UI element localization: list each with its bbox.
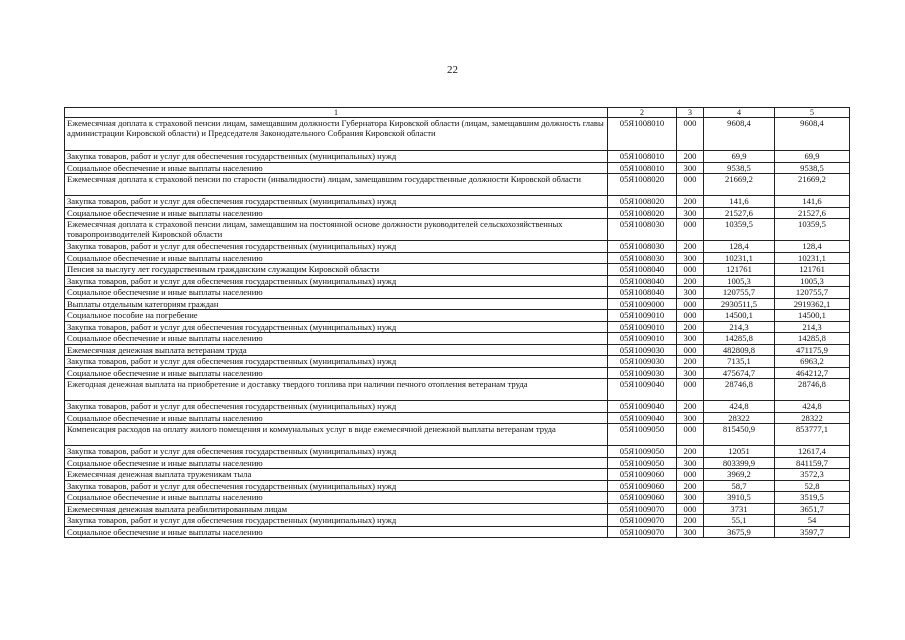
row-type-cell: 200 [677,241,704,253]
row-code-cell: 05Я1009030 [608,356,677,368]
row-name-cell: Закупка товаров, работ и услуг для обеспечения государственных (муниципальных) нужд [65,356,608,368]
table-row [65,321,850,333]
row-type-cell: 200 [677,151,704,163]
row-code-cell: 05Я1009060 [608,469,677,481]
row-code-cell: 05Я1009070 [608,503,677,515]
row-value-2024-cell: 3910,5 [704,492,775,504]
row-type-cell: 000 [677,264,704,276]
row-name-cell: Социальное обеспечение и иные выплаты населению [65,252,608,264]
row-value-2024-cell: 21527,6 [704,207,775,219]
row-type-cell: 200 [677,515,704,527]
row-value-2025-cell: 21527,6 [775,207,850,219]
row-value-2024-cell: 69,9 [704,151,775,163]
row-name-cell: Ежемесячная денежная выплата ветеранам труда [65,344,608,356]
table-row [65,219,850,241]
row-code-cell: 05Я1009050 [608,446,677,458]
row-type-cell: 000 [677,118,704,151]
table-row [65,264,850,276]
row-code-cell: 05Я1009050 [608,424,677,446]
row-value-2024-cell: 21669,2 [704,174,775,196]
table-row [65,241,850,253]
row-name-cell: Закупка товаров, работ и услуг для обеспечения государственных (муниципальных) нужд [65,480,608,492]
table-row [65,503,850,515]
row-type-cell: 000 [677,310,704,322]
row-type-cell: 200 [677,401,704,413]
row-value-2024-cell: 121761 [704,264,775,276]
header-col-1: 1 [65,108,608,118]
table-row [65,515,850,527]
header-col-3: 3 [677,108,704,118]
row-value-2024-cell: 55,1 [704,515,775,527]
table-row [65,412,850,424]
header-col-4: 4 [704,108,775,118]
table-row [65,275,850,287]
row-code-cell: 05Я1009070 [608,526,677,538]
row-code-cell: 05Я1009030 [608,367,677,379]
row-value-2025-cell: 14285,8 [775,333,850,345]
row-name-cell: Социальное обеспечение и иные выплаты населению [65,287,608,299]
row-value-2024-cell: 475674,7 [704,367,775,379]
table-row [65,457,850,469]
row-name-cell: Социальное обеспечение и иные выплаты населению [65,162,608,174]
row-code-cell: 05Я1008040 [608,264,677,276]
row-value-2024-cell: 10359,5 [704,219,775,241]
row-value-2025-cell: 853777,1 [775,424,850,446]
row-type-cell: 300 [677,367,704,379]
table-row [65,298,850,310]
row-value-2024-cell: 7135,1 [704,356,775,368]
row-type-cell: 000 [677,174,704,196]
table-row [65,424,850,446]
table-body [65,118,850,538]
row-code-cell: 05Я1009030 [608,344,677,356]
row-code-cell: 05Я1008040 [608,287,677,299]
row-name-cell: Социальное обеспечение и иные выплаты населению [65,207,608,219]
row-value-2025-cell: 464212,7 [775,367,850,379]
row-type-cell: 300 [677,162,704,174]
row-name-cell: Закупка товаров, работ и услуг для обеспечения государственных (муниципальных) нужд [65,321,608,333]
table-row [65,118,850,151]
row-value-2024-cell: 10231,1 [704,252,775,264]
row-name-cell: Социальное обеспечение и иные выплаты населению [65,333,608,345]
table-row [65,526,850,538]
row-type-cell: 300 [677,333,704,345]
table-row [65,162,850,174]
table-row [65,174,850,196]
row-value-2024-cell: 9538,5 [704,162,775,174]
row-name-cell: Ежемесячная денежная выплата труженикам тыла [65,469,608,481]
row-value-2024-cell: 2930511,5 [704,298,775,310]
row-value-2024-cell: 14500,1 [704,310,775,322]
budget-table [64,107,850,538]
row-value-2025-cell: 9608,4 [775,118,850,151]
table-header-row [65,108,850,118]
table-row [65,379,850,401]
row-value-2024-cell: 141,6 [704,196,775,208]
row-value-2024-cell: 58,7 [704,480,775,492]
row-code-cell: 05Я1009010 [608,310,677,322]
row-value-2024-cell: 482809,8 [704,344,775,356]
row-value-2025-cell: 2919362,1 [775,298,850,310]
row-code-cell: 05Я1008030 [608,252,677,264]
row-code-cell: 05Я1008020 [608,196,677,208]
row-value-2025-cell: 14500,1 [775,310,850,322]
row-value-2024-cell: 815450,9 [704,424,775,446]
row-value-2024-cell: 9608,4 [704,118,775,151]
table-row [65,310,850,322]
row-name-cell: Социальное обеспечение и иные выплаты населению [65,457,608,469]
row-value-2024-cell: 128,4 [704,241,775,253]
table-row [65,367,850,379]
row-code-cell: 05Я1009010 [608,321,677,333]
row-name-cell: Ежемесячная доплата к страховой пенсии по старости (инвалидности) лицам, замещавшим государственные должности Кировской области [65,174,608,196]
row-value-2024-cell: 12051 [704,446,775,458]
row-type-cell: 300 [677,457,704,469]
row-type-cell: 200 [677,480,704,492]
row-name-cell: Закупка товаров, работ и услуг для обеспечения государственных (муниципальных) нужд [65,196,608,208]
row-value-2024-cell: 14285,8 [704,333,775,345]
row-name-cell: Закупка товаров, работ и услуг для обеспечения государственных (муниципальных) нужд [65,446,608,458]
row-value-2025-cell: 3519,5 [775,492,850,504]
row-value-2025-cell: 141,6 [775,196,850,208]
row-name-cell: Ежемесячная доплата к страховой пенсии лицам, замещавшим на постоянной основе должности руководителей сельскохозяйственных товаропроизводителей Кировской области [65,219,608,241]
row-value-2025-cell: 69,9 [775,151,850,163]
table-row [65,356,850,368]
row-value-2025-cell: 120755,7 [775,287,850,299]
row-value-2025-cell: 10231,1 [775,252,850,264]
header-col-5: 5 [775,108,850,118]
row-value-2024-cell: 28746,8 [704,379,775,401]
row-value-2025-cell: 54 [775,515,850,527]
row-type-cell: 200 [677,356,704,368]
row-value-2025-cell: 3651,7 [775,503,850,515]
row-code-cell: 05Я1008020 [608,207,677,219]
row-value-2024-cell: 3969,2 [704,469,775,481]
row-code-cell: 05Я1009040 [608,379,677,401]
row-type-cell: 300 [677,492,704,504]
row-value-2025-cell: 12617,4 [775,446,850,458]
row-value-2025-cell: 21669,2 [775,174,850,196]
row-name-cell: Социальное обеспечение и иные выплаты населению [65,367,608,379]
row-value-2025-cell: 121761 [775,264,850,276]
row-type-cell: 000 [677,219,704,241]
row-code-cell: 05Я1008010 [608,118,677,151]
row-code-cell: 05Я1009000 [608,298,677,310]
row-code-cell: 05Я1009050 [608,457,677,469]
table-row [65,492,850,504]
row-type-cell: 300 [677,207,704,219]
row-code-cell: 05Я1008020 [608,174,677,196]
row-value-2025-cell: 52,8 [775,480,850,492]
row-code-cell: 05Я1009040 [608,412,677,424]
row-code-cell: 05Я1008040 [608,275,677,287]
row-code-cell: 05Я1009010 [608,333,677,345]
page-number: 22 [447,64,458,76]
row-type-cell: 200 [677,321,704,333]
row-value-2025-cell: 424,8 [775,401,850,413]
row-value-2025-cell: 128,4 [775,241,850,253]
row-type-cell: 000 [677,469,704,481]
row-value-2025-cell: 28746,8 [775,379,850,401]
table-row [65,196,850,208]
row-value-2024-cell: 3731 [704,503,775,515]
row-name-cell: Закупка товаров, работ и услуг для обеспечения государственных (муниципальных) нужд [65,401,608,413]
row-value-2025-cell: 3597,7 [775,526,850,538]
row-type-cell: 000 [677,503,704,515]
row-type-cell: 200 [677,275,704,287]
row-value-2024-cell: 28322 [704,412,775,424]
row-name-cell: Закупка товаров, работ и услуг для обеспечения государственных (муниципальных) нужд [65,241,608,253]
row-code-cell: 05Я1008030 [608,219,677,241]
row-type-cell: 300 [677,287,704,299]
table-row [65,287,850,299]
row-code-cell: 05Я1008030 [608,241,677,253]
row-value-2024-cell: 1005,3 [704,275,775,287]
row-type-cell: 200 [677,446,704,458]
row-name-cell: Социальное пособие на погребение [65,310,608,322]
header-col-2: 2 [608,108,677,118]
row-name-cell: Закупка товаров, работ и услуг для обеспечения государственных (муниципальных) нужд [65,275,608,287]
row-name-cell: Компенсация расходов на оплату жилого помещения и коммунальных услуг в виде ежемесячной денежной выплаты ветеранам труда [65,424,608,446]
row-value-2025-cell: 1005,3 [775,275,850,287]
row-value-2025-cell: 3572,3 [775,469,850,481]
table-row [65,401,850,413]
row-value-2024-cell: 424,8 [704,401,775,413]
table-row [65,252,850,264]
row-name-cell: Ежегодная денежная выплата на приобретение и доставку твердого топлива при наличии печного отопления ветеранам труда [65,379,608,401]
row-type-cell: 000 [677,424,704,446]
row-type-cell: 200 [677,196,704,208]
table-row [65,469,850,481]
row-value-2025-cell: 28322 [775,412,850,424]
row-value-2025-cell: 10359,5 [775,219,850,241]
row-type-cell: 000 [677,298,704,310]
row-value-2025-cell: 9538,5 [775,162,850,174]
row-type-cell: 300 [677,412,704,424]
table-row [65,480,850,492]
table-row [65,207,850,219]
row-value-2024-cell: 214,3 [704,321,775,333]
row-value-2024-cell: 3675,9 [704,526,775,538]
table-row [65,333,850,345]
row-value-2025-cell: 471175,9 [775,344,850,356]
row-code-cell: 05Я1009040 [608,401,677,413]
row-value-2025-cell: 214,3 [775,321,850,333]
table-row [65,151,850,163]
row-type-cell: 300 [677,252,704,264]
row-value-2025-cell: 6963,2 [775,356,850,368]
row-type-cell: 000 [677,379,704,401]
row-value-2024-cell: 120755,7 [704,287,775,299]
table-row [65,446,850,458]
row-name-cell: Закупка товаров, работ и услуг для обеспечения государственных (муниципальных) нужд [65,151,608,163]
row-code-cell: 05Я1009060 [608,492,677,504]
row-name-cell: Ежемесячная денежная выплата реабилитированным лицам [65,503,608,515]
row-name-cell: Выплаты отдельным категориям граждан [65,298,608,310]
row-name-cell: Пенсия за выслугу лет государственным гражданским служащим Кировской области [65,264,608,276]
row-name-cell: Закупка товаров, работ и услуг для обеспечения государственных (муниципальных) нужд [65,515,608,527]
row-name-cell: Ежемесячная доплата к страховой пенсии лицам, замещавшим должности Губернатора Кировской области (лицам, замещавшим должность главы администрации Кировской области) и Председателя Законодательного Собрания Кировской области [65,118,608,151]
row-code-cell: 05Я1008010 [608,162,677,174]
row-type-cell: 300 [677,526,704,538]
row-code-cell: 05Я1009060 [608,480,677,492]
table-row [65,344,850,356]
row-name-cell: Социальное обеспечение и иные выплаты населению [65,526,608,538]
row-type-cell: 000 [677,344,704,356]
row-name-cell: Социальное обеспечение и иные выплаты населению [65,412,608,424]
row-value-2024-cell: 803399,9 [704,457,775,469]
row-code-cell: 05Я1008010 [608,151,677,163]
row-value-2025-cell: 841159,7 [775,457,850,469]
row-name-cell: Социальное обеспечение и иные выплаты населению [65,492,608,504]
row-code-cell: 05Я1009070 [608,515,677,527]
